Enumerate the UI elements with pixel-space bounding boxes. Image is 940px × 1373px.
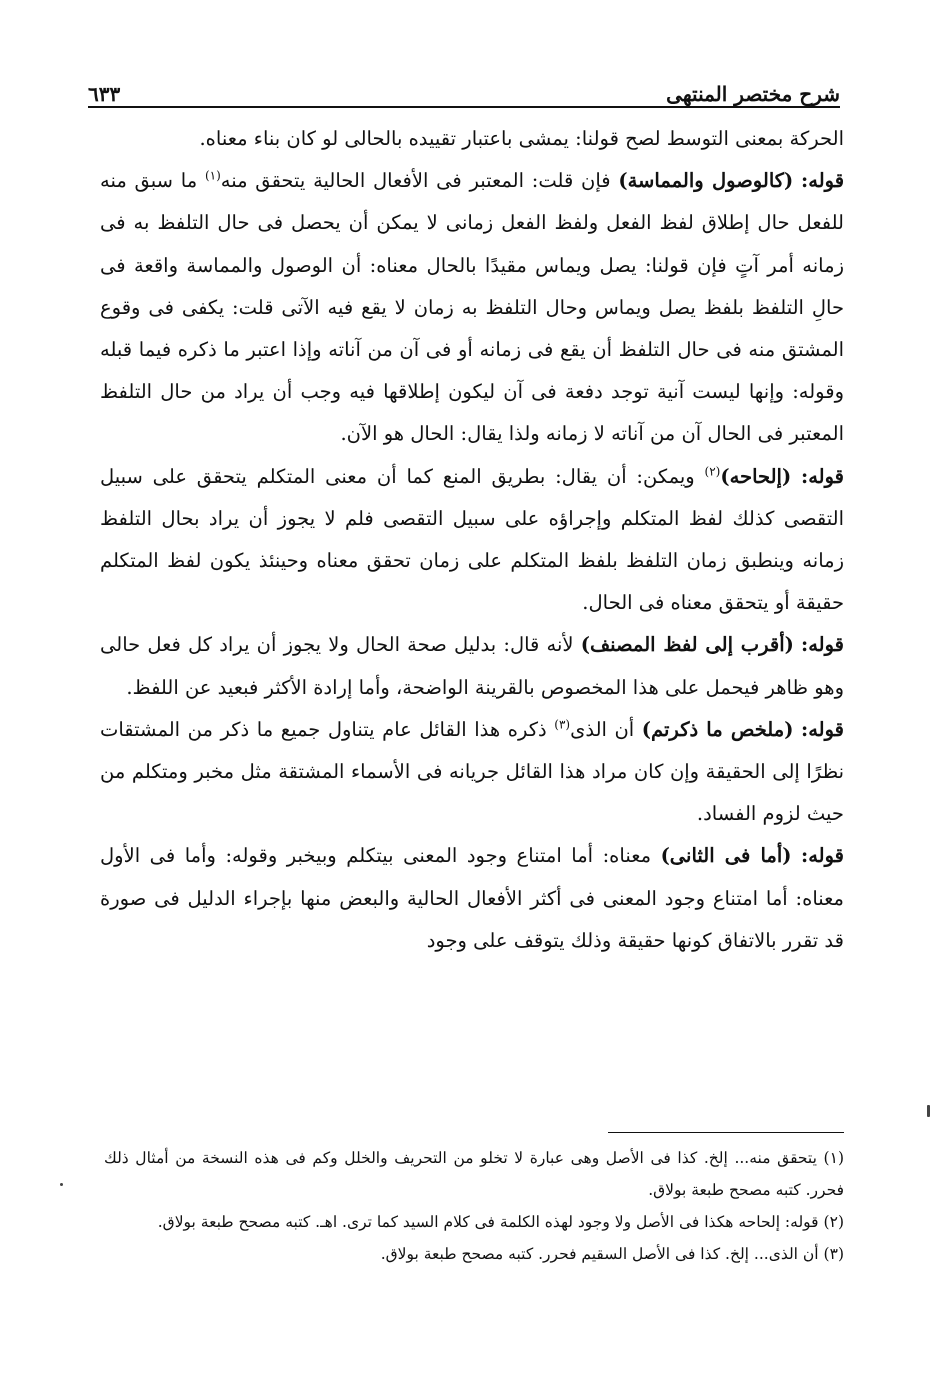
footnotes (104, 1142, 844, 1270)
running-head (88, 72, 840, 106)
footnote: (٣) أن الذى... إلخ. كذا فى الأصل السقيم فحرر. كتبه مصحح طبعة بولاق. (380, 1245, 844, 1263)
paragraph: قوله: (كالوصول والمماسة) فإن قلت: المعتبر فى الأفعال الحالية يتحقق منه$^{(١)}$ ما سبق منه للفعل حال إطلاق لفظ الفعل ولفظ الفعل زمانى لا يمكن أن يحصل فى حال التلفظ به فى زمانه أمر آتٍ فإن قولنا: يصل ويماس مقيدًا بالحال معناه: أن الوصول والمماسة واقعة فى حالِ التلفظ بلفظ يصل ويماس وحال التلفظ به زمان لا يقع فيه الآتى قلت: يكفى فى وقوع المشتق منه فى حال التلفظ أن يقع فى زمانه أو فى آن من آناته وإذا اعتبر ما ذكره فيما قبله وقوله: وإنها ليست آنية توجد دفعة فى آن ليكون إطلاقها فيه وجب أن يراد من حال التلفظ المعتبر فى الحال آن من آناته لا زمانه ولذا يقال: الحال هو الآن. (100, 168, 845, 446)
main-text (100, 118, 844, 962)
commentary-label: قوله: (801, 633, 845, 657)
commentary-label: قوله: (801, 464, 844, 488)
lemma-quote: (إلحاحه) (720, 464, 792, 488)
paragraph: قوله: (أقرب إلى لفظ المصنف) لأنه قال: بدليل صحة الحال ولا يجوز أن يراد كل فعل حالى وهو ظاهر فيحمل على هذا المخصوص بالقرينة الواضحة، وأما إرادة الأكثر فبعيد عن اللفظ. (100, 633, 845, 699)
commentary-label: قوله: (801, 717, 844, 741)
lemma-quote: (كالوصول والمماسة) (618, 169, 794, 193)
header-rule (88, 106, 840, 108)
footnote-number: (١) (823, 1149, 844, 1167)
page-number: ٦٣٣ (88, 82, 121, 106)
scan-speck (927, 1105, 930, 1117)
commentary-label: قوله: (801, 169, 845, 193)
footnote-ref: (١) (204, 168, 221, 183)
scan-speck (60, 1183, 63, 1186)
footnote-number: (٣) (823, 1245, 844, 1263)
footnote: (٢) قوله: إلحاحه هكذا فى الأصل ولا وجود لهذه الكلمة فى كلام السيد كما ترى. اهـ. كتبه مصحح طبعة بولاق. (157, 1213, 844, 1231)
lemma-quote: (أما فى الثانى) (660, 844, 792, 868)
footnote-number: (٢) (823, 1213, 844, 1231)
footnote-rule (608, 1132, 844, 1133)
commentary-label: قوله: (801, 844, 844, 868)
paragraph: قوله: (أما فى الثانى) معناه: أما امتناع وجود المعنى بيتكلم وبيخبر وقوله: وأما فى الأول معناه: أما امتناع وجود المعنى فى أكثر الأفعال الحالية والبعض منها بإجراء الدليل فى صورة قد تقرر بالاتفاق كونها حقيقة وذلك يتوقف على وجود (100, 844, 844, 952)
paragraph: قوله: (إلحاحه)$^{(٢)}$ ويمكن: أن يقال: بطريق المنع كما أن معنى المتكلم يتحقق على سبيل التقصى كذلك لفظ المتكلم وإجراؤه على سبيل التقصى فلم لا يجوز أن يراد بحال التلفظ زمانه وينطبق زمان التلفظ بلفظ المتكلم على زمان تحقق معناه وحينئذ يكون لفظ المتكلم حقيقة أو يتحقق معناه فى الحال. (100, 464, 844, 615)
footnote-ref: (٢) (704, 464, 721, 479)
lemma-quote: (أقرب إلى لفظ المصنف) (580, 633, 794, 657)
footnote-ref: (٣) (554, 717, 571, 732)
lemma-quote: (ملخص ما ذكرتم) (641, 717, 794, 741)
paragraph: قوله: (ملخص ما ذكرتم) أن الذى$^{(٣)}$ ذكره هذا القائل عام يتناول جميع ما ذكر من المشتقات نظرًا إلى الحقيقة وإن كان مراد هذا القائل جريانه فى الأسماء المشتقة مثل مخبر ومتكلم من حيث لزوم الفساد. (100, 717, 844, 826)
paragraph: الحركة بمعنى التوسط لصح قولنا: يمشى باعتبار تقييده بالحالى لو كان بناء معناه. (199, 127, 844, 150)
running-title: شرح مختصر المنتهى (666, 82, 840, 106)
footnote: (١) يتحقق منه... إلخ. كذا فى الأصل وهى عبارة لا تخلو من التحريف والخلل وكم فى هذه النسخة من أمثال ذلك فحرر. كتبه مصحح طبعة بولاق. (104, 1149, 844, 1199)
